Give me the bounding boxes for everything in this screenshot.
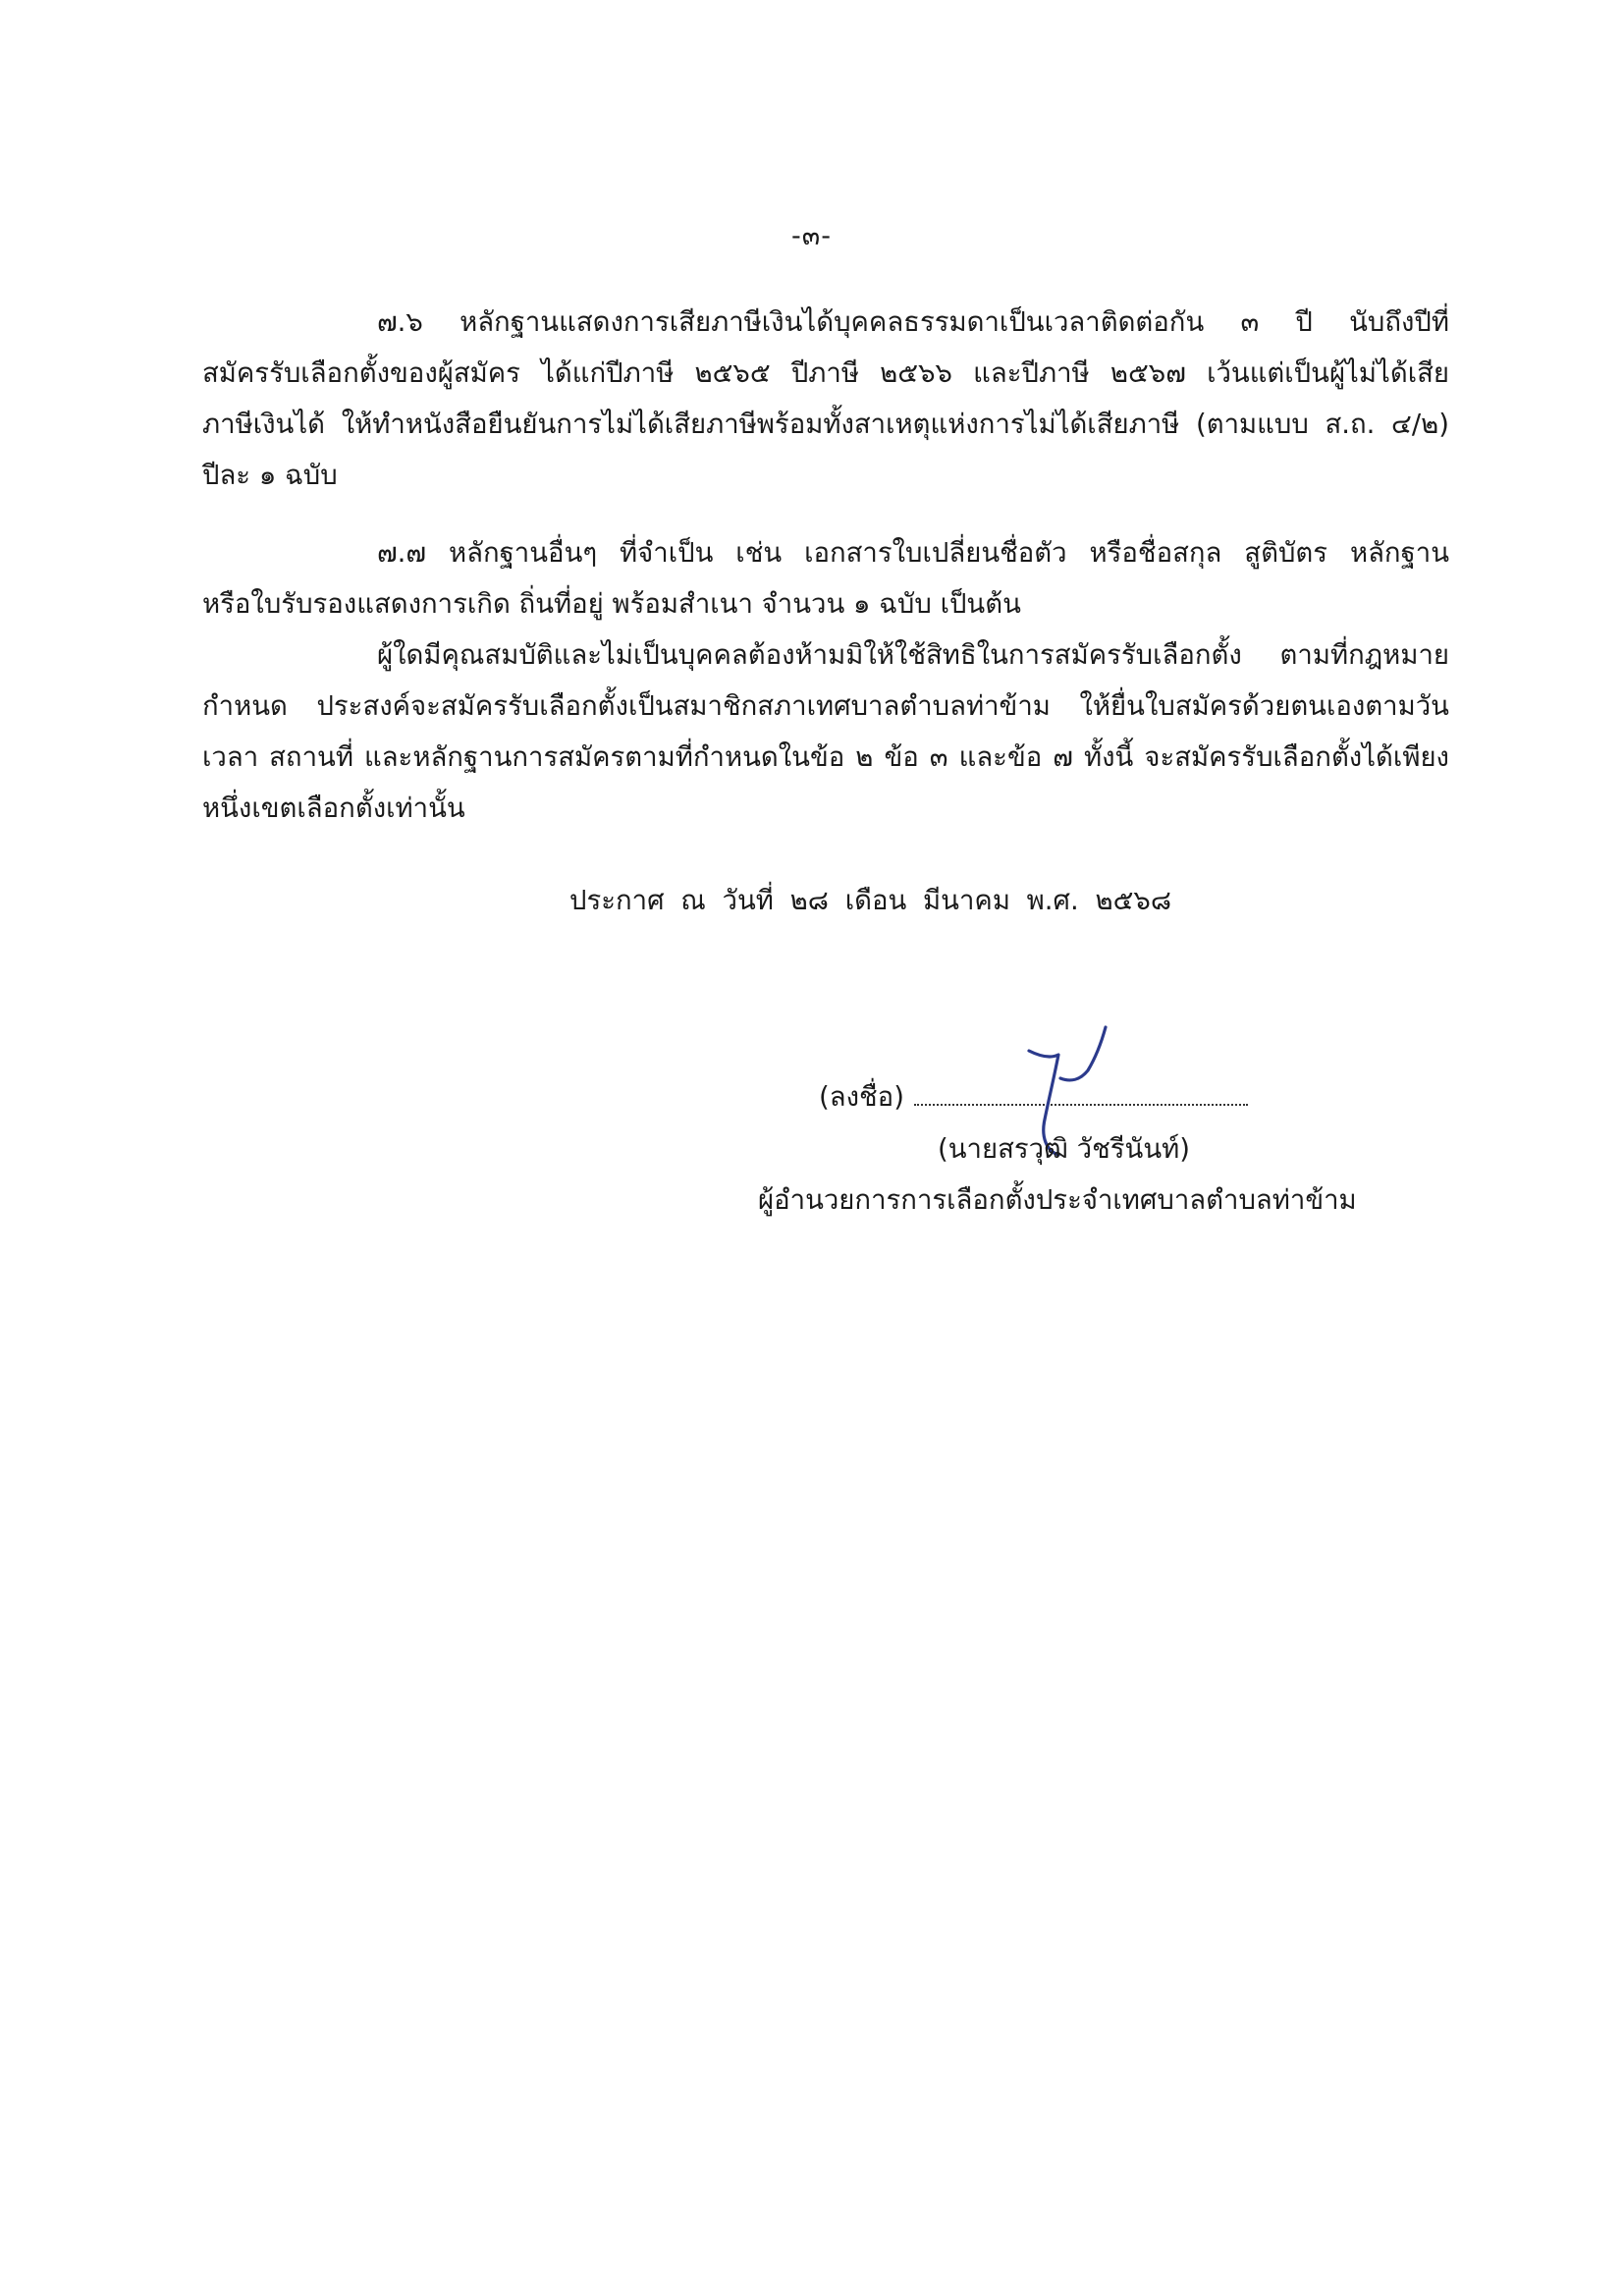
section-7-6-line-2: สมัครรับเลือกตั้งของผู้สมัคร ได้แก่ปีภาษี ๒๕๖๕ ปีภาษี ๒๕๖๖ และปีภาษี ๒๕๖๗ เว้นแต่เป็นผู้ไม่ได้เสีย bbox=[202, 357, 1449, 389]
section-7-6-line-1: ๗.๖ หลักฐานแสดงการเสียภาษีเงินได้บุคคลธรรมดาเป็นเวลาติดต่อกัน ๓ ปี นับถึงปีที่ bbox=[377, 306, 1449, 338]
section-7-6-line-3: ภาษีเงินได้ ให้ทำหนังสือยืนยันการไม่ได้เสียภาษีพร้อมทั้งสาเหตุแห่งการไม่ได้เสียภาษี (ตามแบบ ส.ถ. ๔/๒) bbox=[202, 409, 1449, 440]
closing-line-3: เวลา สถานที่ และหลักฐานการสมัครตามที่กำหนดในข้อ ๒ ข้อ ๓ และข้อ ๗ ทั้งนี้ จะสมัครรับเลือกตั้งได้เพียง bbox=[202, 741, 1449, 773]
section-7-7-line-1: ๗.๗ หลักฐานอื่นๆ ที่จำเป็น เช่น เอกสารใบเปลี่ยนชื่อตัว หรือชื่อสกุล สูติบัตร หลักฐาน bbox=[377, 537, 1449, 569]
signer-title: ผู้อำนวยการการเลือกตั้งประจำเทศบาลตำบลท่าข้าม bbox=[758, 1184, 1357, 1216]
closing-line-4: หนึ่งเขตเลือกตั้งเท่านั้น bbox=[202, 793, 465, 824]
section-7-6-line-4: ปีละ ๑ ฉบับ bbox=[202, 460, 338, 491]
closing-line-2: กำหนด ประสงค์จะสมัครรับเลือกตั้งเป็นสมาชิกสภาเทศบาลตำบลท่าข้าม ให้ยื่นใบสมัครด้วยตนเองตามวัน bbox=[202, 690, 1449, 722]
page-number: -๓- bbox=[791, 221, 832, 251]
section-7-7-line-2: หรือใบรับรองแสดงการเกิด ถิ่นที่อยู่ พร้อมสำเนา จำนวน ๑ ฉบับ เป็นต้น bbox=[202, 588, 1021, 620]
announcement-date: ประกาศ ณ วันที่ ๒๘ เดือน มีนาคม พ.ศ. ๒๕๖๘ bbox=[569, 885, 1172, 916]
closing-line-1: ผู้ใดมีคุณสมบัติและไม่เป็นบุคคลต้องห้ามมิให้ใช้สิทธิในการสมัครรับเลือกตั้ง ตามที่กฎหมาย bbox=[377, 639, 1449, 671]
sign-label: (ลงชื่อ) bbox=[819, 1081, 904, 1113]
signer-name: (นายสรวุฒิ วัชรีนันท์) bbox=[938, 1133, 1190, 1165]
